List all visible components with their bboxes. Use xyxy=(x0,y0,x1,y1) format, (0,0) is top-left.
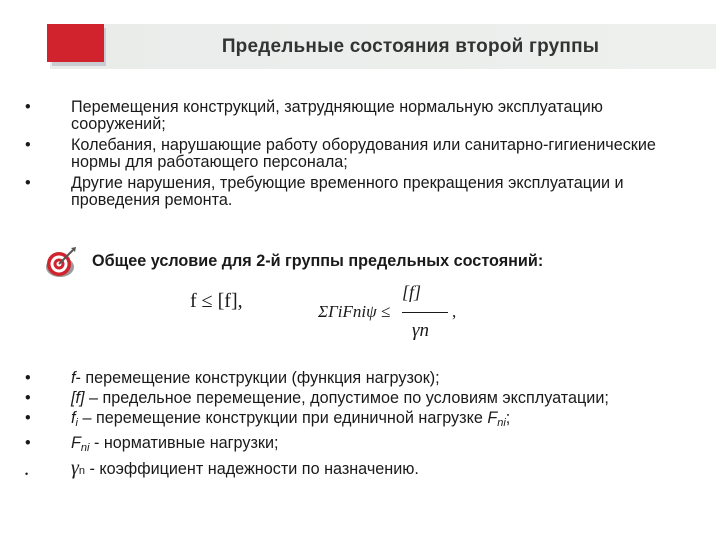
list-item xyxy=(25,457,685,480)
list-item-text: Колебания, нарушающие работу оборудования или санитарно-гигиенические нормы для работающего персонала; xyxy=(71,136,656,171)
target-icon xyxy=(43,245,79,281)
definition-text: - перемещение конструкции (функция нагрузок); xyxy=(75,369,440,387)
list-item xyxy=(25,390,685,407)
bullet-icon: • xyxy=(25,136,31,154)
formula-comma: , xyxy=(452,302,457,321)
definition-text: - коэффициент надежности по назначению. xyxy=(85,460,419,478)
list-item xyxy=(25,370,685,387)
formula-load-condition xyxy=(318,276,458,350)
slide-title: Предельные состояния второй группы xyxy=(221,36,600,57)
accent-block xyxy=(47,24,104,62)
symbol-subscript: i xyxy=(75,417,78,429)
formula-denominator: γn xyxy=(412,320,429,341)
fraction-line xyxy=(402,312,448,313)
symbol: f xyxy=(71,369,76,387)
definition-text: - нормативные нагрузки; xyxy=(89,434,279,452)
formula-displacement-condition: f ≤ [f], xyxy=(190,290,243,312)
formula-lhs: ΣΓiFniψ ≤ xyxy=(318,302,391,321)
bullet-icon: • xyxy=(25,98,31,116)
top-bullet-list xyxy=(25,99,685,213)
list-item xyxy=(25,175,685,209)
list-item xyxy=(25,410,685,432)
gamma-symbol: γ xyxy=(71,457,79,479)
list-item xyxy=(25,137,685,171)
symbol-subscript: n xyxy=(78,465,86,477)
definitions-list xyxy=(25,370,685,483)
symbol: F xyxy=(71,434,81,452)
list-item-text: Другие нарушения, требующие временного прекращения эксплуатации и проведения ремонта. xyxy=(71,174,624,209)
symbol-subscript: ni xyxy=(80,442,90,454)
bullet-icon: • xyxy=(25,469,29,479)
definition-text: – предельное перемещение, допустимое по условиям эксплуатации; xyxy=(84,389,609,407)
formula-numerator: [f] xyxy=(402,282,422,302)
symbol: F xyxy=(487,409,498,427)
definition-text: – перемещение конструкции при единичной нагрузке xyxy=(77,409,488,427)
list-item-text: Перемещения конструкций, затрудняющие нормальную эксплуатацию сооружений; xyxy=(71,98,603,133)
list-item xyxy=(25,99,685,133)
list-item xyxy=(25,435,685,457)
symbol: [f] xyxy=(71,389,85,407)
symbol-subscript: ni xyxy=(497,417,506,429)
condition-heading: Общее условие для 2-й группы предельных состояний: xyxy=(92,252,544,270)
definition-tail: ; xyxy=(505,409,511,427)
bullet-icon: • xyxy=(25,369,31,387)
bullet-icon: • xyxy=(25,389,31,407)
bullet-icon: • xyxy=(25,174,31,192)
bullet-icon: • xyxy=(25,434,31,452)
bullet-icon: • xyxy=(25,409,31,427)
symbol: f xyxy=(71,409,76,427)
